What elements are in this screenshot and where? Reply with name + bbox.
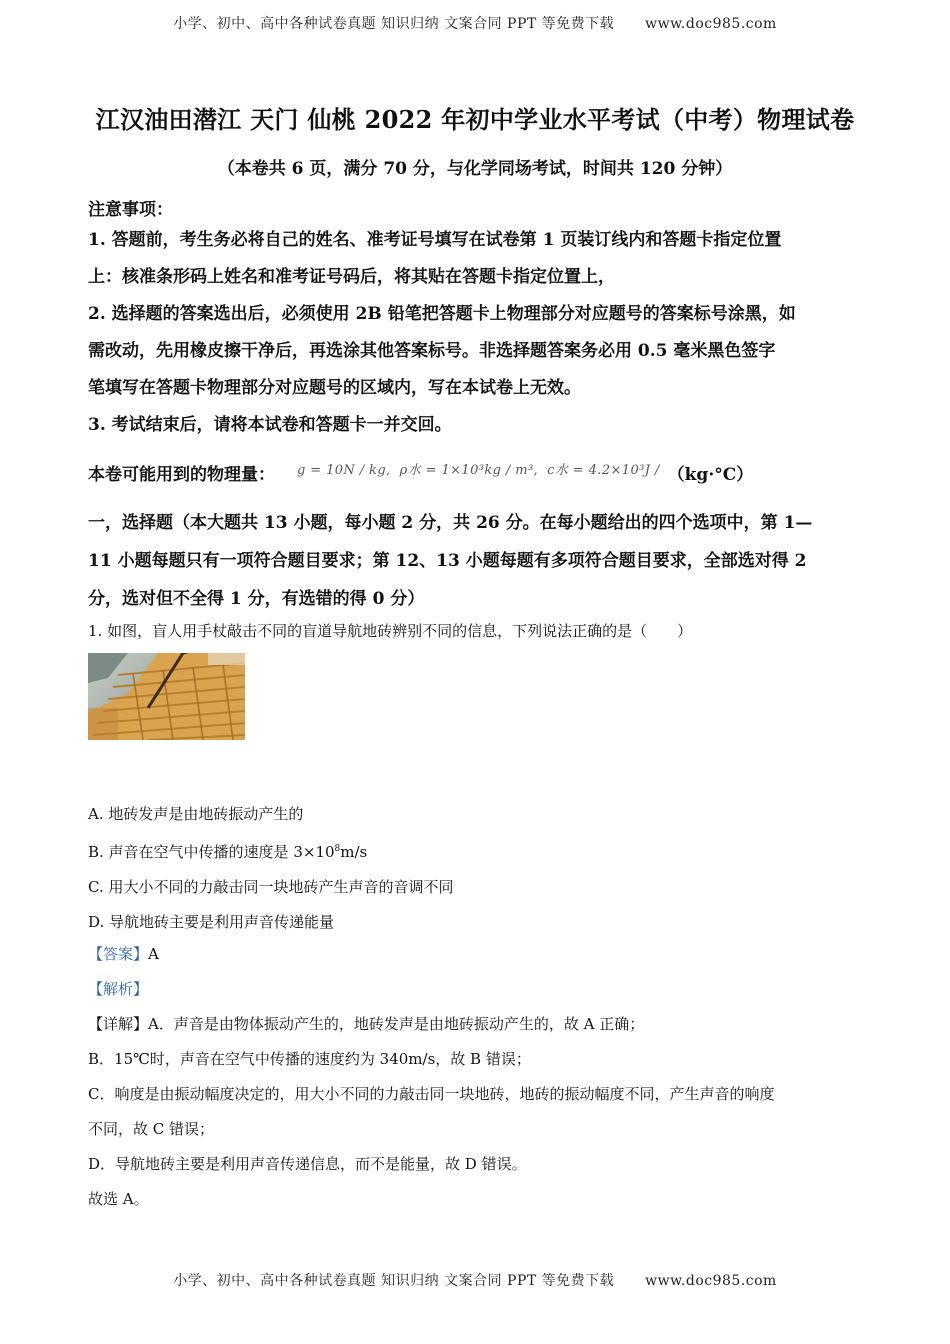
note-line: 需改动，先用橡皮擦干净后，再选涂其他答案标号。非选择题答案务必用 0.5 毫米黑色签字 xyxy=(88,341,776,361)
page-footer xyxy=(0,1270,950,1290)
notes-list xyxy=(88,222,868,444)
note-line: 1. 答题前，考生务必将自己的姓名、准考证号填写在试卷第 1 页装订线内和答题卡指定位置 xyxy=(88,230,782,250)
detail-line: C．响度是由振动幅度决定的，用大小不同的力敲击同一块地砖，地砖的振动幅度不同，产生声音的响度 xyxy=(88,1085,775,1103)
footer-url[interactable]: www.doc985.com xyxy=(645,1273,777,1289)
formula-g: g = 10N / kg, xyxy=(297,463,391,478)
constants-formula xyxy=(297,452,660,489)
note-line: 2. 选择题的答案选出后，必须使用 2B 铅笔把答题卡上物理部分对应题号的答案标号涂黑，如 xyxy=(88,304,796,324)
page-subtitle: （本卷共 6 页，满分 70 分，与化学同场考试，时间共 120 分钟） xyxy=(217,159,733,179)
options-list xyxy=(88,797,868,940)
header-url[interactable]: www.doc985.com xyxy=(645,16,777,32)
notes-heading: 注意事项： xyxy=(88,200,173,220)
footer-text: 小学、初中、高中各种试卷真题 知识归纳 文案合同 PPT 等免费下载 xyxy=(173,1273,615,1289)
constants-label: 本卷可能用到的物理量： xyxy=(88,465,275,485)
analysis-label: 【解析】 xyxy=(88,980,149,998)
section-line: 一，选择题（本大题共 13 小题，每小题 2 分，共 26 分。在每小题给出的四个选项中，第 1— xyxy=(88,513,813,533)
answer-section xyxy=(88,937,868,1217)
constants-line xyxy=(88,452,868,494)
option-d[interactable]: D. 导航地砖主要是利用声音传递能量 xyxy=(88,913,335,931)
option-b-text: B. 声音在空气中传播的速度是 3×10 xyxy=(88,843,335,861)
detail-line: 【详解】A．声音是由物体振动产生的，地砖发声是由地砖振动产生的，故 A 正确； xyxy=(88,1015,645,1033)
detail-line: 故选 A。 xyxy=(88,1190,149,1208)
formula-c: c水 = 4.2×10³J / xyxy=(547,463,660,478)
option-b[interactable] xyxy=(88,832,868,870)
option-b-unit: m/s xyxy=(340,843,368,861)
answer-value: A xyxy=(148,945,159,963)
answer-label: 【答案】 xyxy=(88,945,149,963)
detail-line: 不同，故 C 错误； xyxy=(88,1120,215,1138)
constants-unit: （kg·°C） xyxy=(667,465,754,485)
note-line: 笔填写在答题卡物理部分对应题号的区域内，写在本试卷上无效。 xyxy=(88,378,581,398)
note-line: 上：核准条形码上姓名和准考证号码后，将其贴在答题卡指定位置上， xyxy=(88,267,615,287)
note-line: 3. 考试结束后，请将本试卷和答题卡一并交回。 xyxy=(88,415,452,435)
detail-line: B．15℃时，声音在空气中传播的速度约为 340m/s，故 B 错误； xyxy=(88,1050,531,1068)
page-title: 江汉油田潜江 天门 仙桃 2022 年初中学业水平考试（中考）物理试卷 xyxy=(95,105,855,134)
answer-line xyxy=(88,937,868,972)
detail-line: D．导航地砖主要是利用声音传递信息，而不是能量，故 D 错误。 xyxy=(88,1155,527,1173)
tactile-paving-photo xyxy=(88,653,245,740)
option-c[interactable]: C. 用大小不同的力敲击同一块地砖产生声音的音调不同 xyxy=(88,878,454,896)
section-heading xyxy=(88,504,868,618)
question-stem: 1. 如图，盲人用手杖敲击不同的盲道导航地砖辨别不同的信息，下列说法正确的是（ ） xyxy=(88,622,693,640)
section-line: 分，选对但不全得 1 分，有选错的得 0 分） xyxy=(88,589,425,609)
option-b-exponent: 8 xyxy=(334,844,341,854)
option-a[interactable]: A. 地砖发声是由地砖振动产生的 xyxy=(88,805,304,823)
formula-rho: ρ水 = 1×10³kg / m³, xyxy=(399,463,539,478)
section-line: 11 小题每题只有一项符合题目要求；第 12、13 小题每题有多项符合题目要求，全部选对得 2 xyxy=(88,551,807,571)
page-header xyxy=(0,13,950,33)
tactile-paving-image xyxy=(88,653,245,740)
header-text: 小学、初中、高中各种试卷真题 知识归纳 文案合同 PPT 等免费下载 xyxy=(173,16,615,32)
